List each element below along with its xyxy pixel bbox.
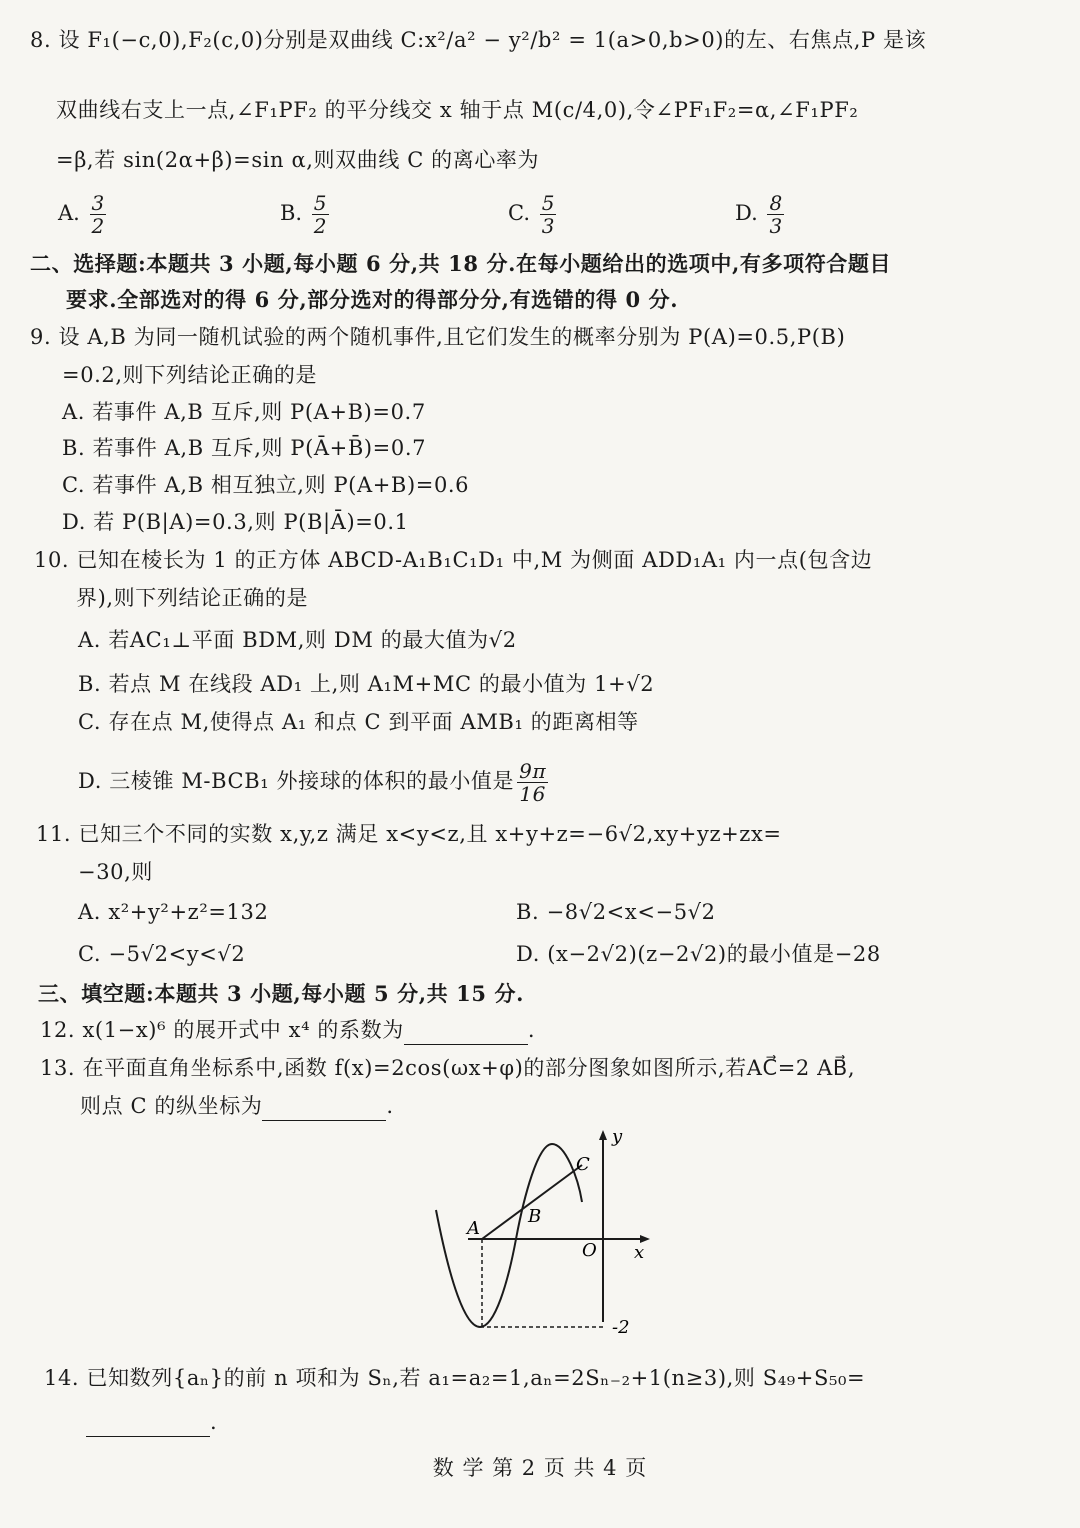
cosine-curve [436,1144,582,1327]
minus-two-label: -2 [612,1317,630,1338]
point-c-label: C [576,1154,590,1175]
q8-line-2: 双曲线右支上一点,∠F₁PF₂ 的平分线交 x 轴于点 M(c/4,0),令∠PF₁F₂=α,∠F₁PF₂ [56,98,859,122]
q10-line-1: 10. 已知在棱长为 1 的正方体 ABCD-A₁B₁C₁D₁ 中,M 为侧面 ADD₁A₁ 内一点(包含边 [34,548,873,572]
q10-line-2: 界),则下列结论正确的是 [76,586,309,610]
q10-option-d-fraction: $\frac{9\pi}{16}$ [519,759,547,806]
q11-line-2: −30,则 [78,860,153,884]
point-b-label: B [528,1206,542,1227]
q11-option-a: A. x²+y²+z²=132 [78,900,269,924]
q11-line-1: 11. 已知三个不同的实数 x,y,z 满足 x<y<z,且 x+y+z=−6√2,xy+yz+zx= [36,822,782,846]
y-axis-arrow [599,1130,607,1140]
section-2-instructions: 要求.全部选对的得 6 分,部分选对的得部分分,有选错的得 0 分. [66,287,679,312]
q12-answer-blank[interactable] [404,1016,528,1045]
q14-line-2: . [86,1408,217,1437]
origin-label: O [582,1240,597,1261]
q9-line-2: =0.2,则下列结论正确的是 [62,363,318,387]
q10-option-d: D. 三棱锥 M-BCB₁ 外接球的体积的最小值是 $\frac{9\pi}{16}$ [78,759,547,806]
q13-line-2: 则点 C 的纵坐标为 . [80,1092,394,1121]
q8-option-c-fraction: $\frac{5}{3}$ [541,191,555,238]
q13-line-1: 13. 在平面直角坐标系中,函数 f(x)=2cos(ωx+φ)的部分图象如图所示,若AC⃗=2 AB⃗, [40,1056,856,1080]
section-3-heading: 三、填空题:本题共 3 小题,每小题 5 分,共 15 分. [38,981,524,1006]
q10-option-b: B. 若点 M 在线段 AD₁ 上,则 A₁M+MC 的最小值为 1+√2 [78,672,655,696]
section-2-heading: 二、选择题:本题共 3 小题,每小题 6 分,共 18 分.在每小题给出的选项中,有多项符合题目 [30,251,892,276]
q9-option-b: B. 若事件 A,B 互斥,则 P(Ā+B̄)=0.7 [62,436,427,460]
q8-option-c: C. $\frac{5}{3}$ [508,191,555,238]
q9-option-d: D. 若 P(B|A)=0.3,则 P(B|Ā)=0.1 [62,510,409,534]
x-axis-label: x [634,1242,645,1263]
q8-line-3: =β,若 sin(2α+β)=sin α,则双曲线 C 的离心率为 [56,148,540,172]
q8-option-d-fraction: $\frac{8}{3}$ [769,191,783,238]
q9-option-a: A. 若事件 A,B 互斥,则 P(A+B)=0.7 [62,400,426,424]
q12-line: 12. x(1−x)⁶ 的展开式中 x⁴ 的系数为 . [40,1016,535,1045]
page-footer: 数 学 第 2 页 共 4 页 [432,1456,648,1480]
q14-answer-blank[interactable] [86,1408,210,1437]
q9-line-1: 9. 设 A,B 为同一随机试验的两个随机事件,且它们发生的概率分别为 P(A)=0.5,P(B) [30,325,846,349]
y-axis-label: y [612,1126,623,1147]
q8-option-a: A. $\frac{3}{2}$ [58,191,105,238]
q8-line-1: 8. 设 F₁(−c,0),F₂(c,0)分别是双曲线 C:x²/a² − y²/b² = 1(a>0,b>0)的左、右焦点,P 是该 [30,28,927,52]
q8-option-b: B. $\frac{5}{2}$ [280,191,327,238]
q8-option-b-fraction: $\frac{5}{2}$ [313,191,327,238]
q11-option-b: B. −8√2<x<−5√2 [516,900,716,924]
q10-option-a: A. 若AC₁⊥平面 BDM,则 DM 的最大值为√2 [78,628,517,652]
q13-cosine-graph [420,1122,660,1352]
q14-line-1: 14. 已知数列{aₙ}的前 n 项和为 Sₙ,若 a₁=a₂=1,aₙ=2Sₙ₋₂+1(n≥3),则 S₄₉+S₅₀= [44,1366,866,1390]
q11-option-d: D. (x−2√2)(z−2√2)的最小值是−28 [516,942,881,966]
q13-answer-blank[interactable] [262,1092,386,1121]
q11-option-c: C. −5√2<y<√2 [78,942,246,966]
q10-option-c: C. 存在点 M,使得点 A₁ 和点 C 到平面 AMB₁ 的距离相等 [78,710,639,734]
q8-option-d: D. $\frac{8}{3}$ [735,191,783,238]
q9-option-c: C. 若事件 A,B 相互独立,则 P(A+B)=0.6 [62,473,470,497]
point-a-label: A [467,1218,480,1239]
q8-option-a-fraction: $\frac{3}{2}$ [91,191,105,238]
